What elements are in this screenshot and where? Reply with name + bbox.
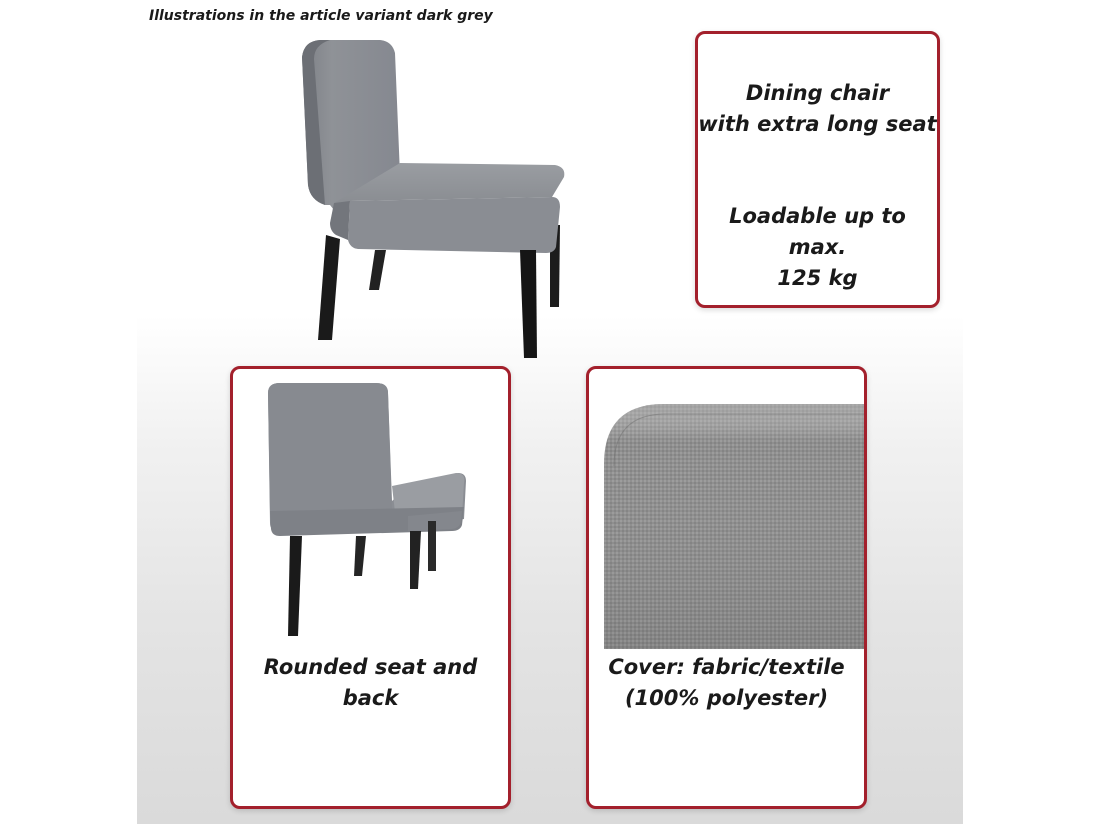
feature-rounded-line-2: back xyxy=(342,686,399,710)
fabric-closeup-image xyxy=(604,404,864,649)
info-line-2: with extra long seat xyxy=(698,112,937,136)
feature-card-rounded-seat xyxy=(230,366,511,809)
info-line-3: Loadable up to max. xyxy=(729,204,906,259)
chair-back-view-image xyxy=(258,381,488,643)
feature-cover-line-2: (100% polyester) xyxy=(624,686,829,710)
info-box xyxy=(695,31,940,308)
feature-rounded-line-1: Rounded seat and xyxy=(263,655,478,679)
chair-main-image xyxy=(280,35,580,365)
illustration-caption: Illustrations in the article variant dark grey xyxy=(149,8,493,24)
info-line-1: Dining chair xyxy=(745,81,890,105)
feature-cover-line-1: Cover: fabric/textile xyxy=(608,655,845,679)
feature-card-cover xyxy=(586,366,867,809)
info-line-4: 125 kg xyxy=(777,266,858,290)
